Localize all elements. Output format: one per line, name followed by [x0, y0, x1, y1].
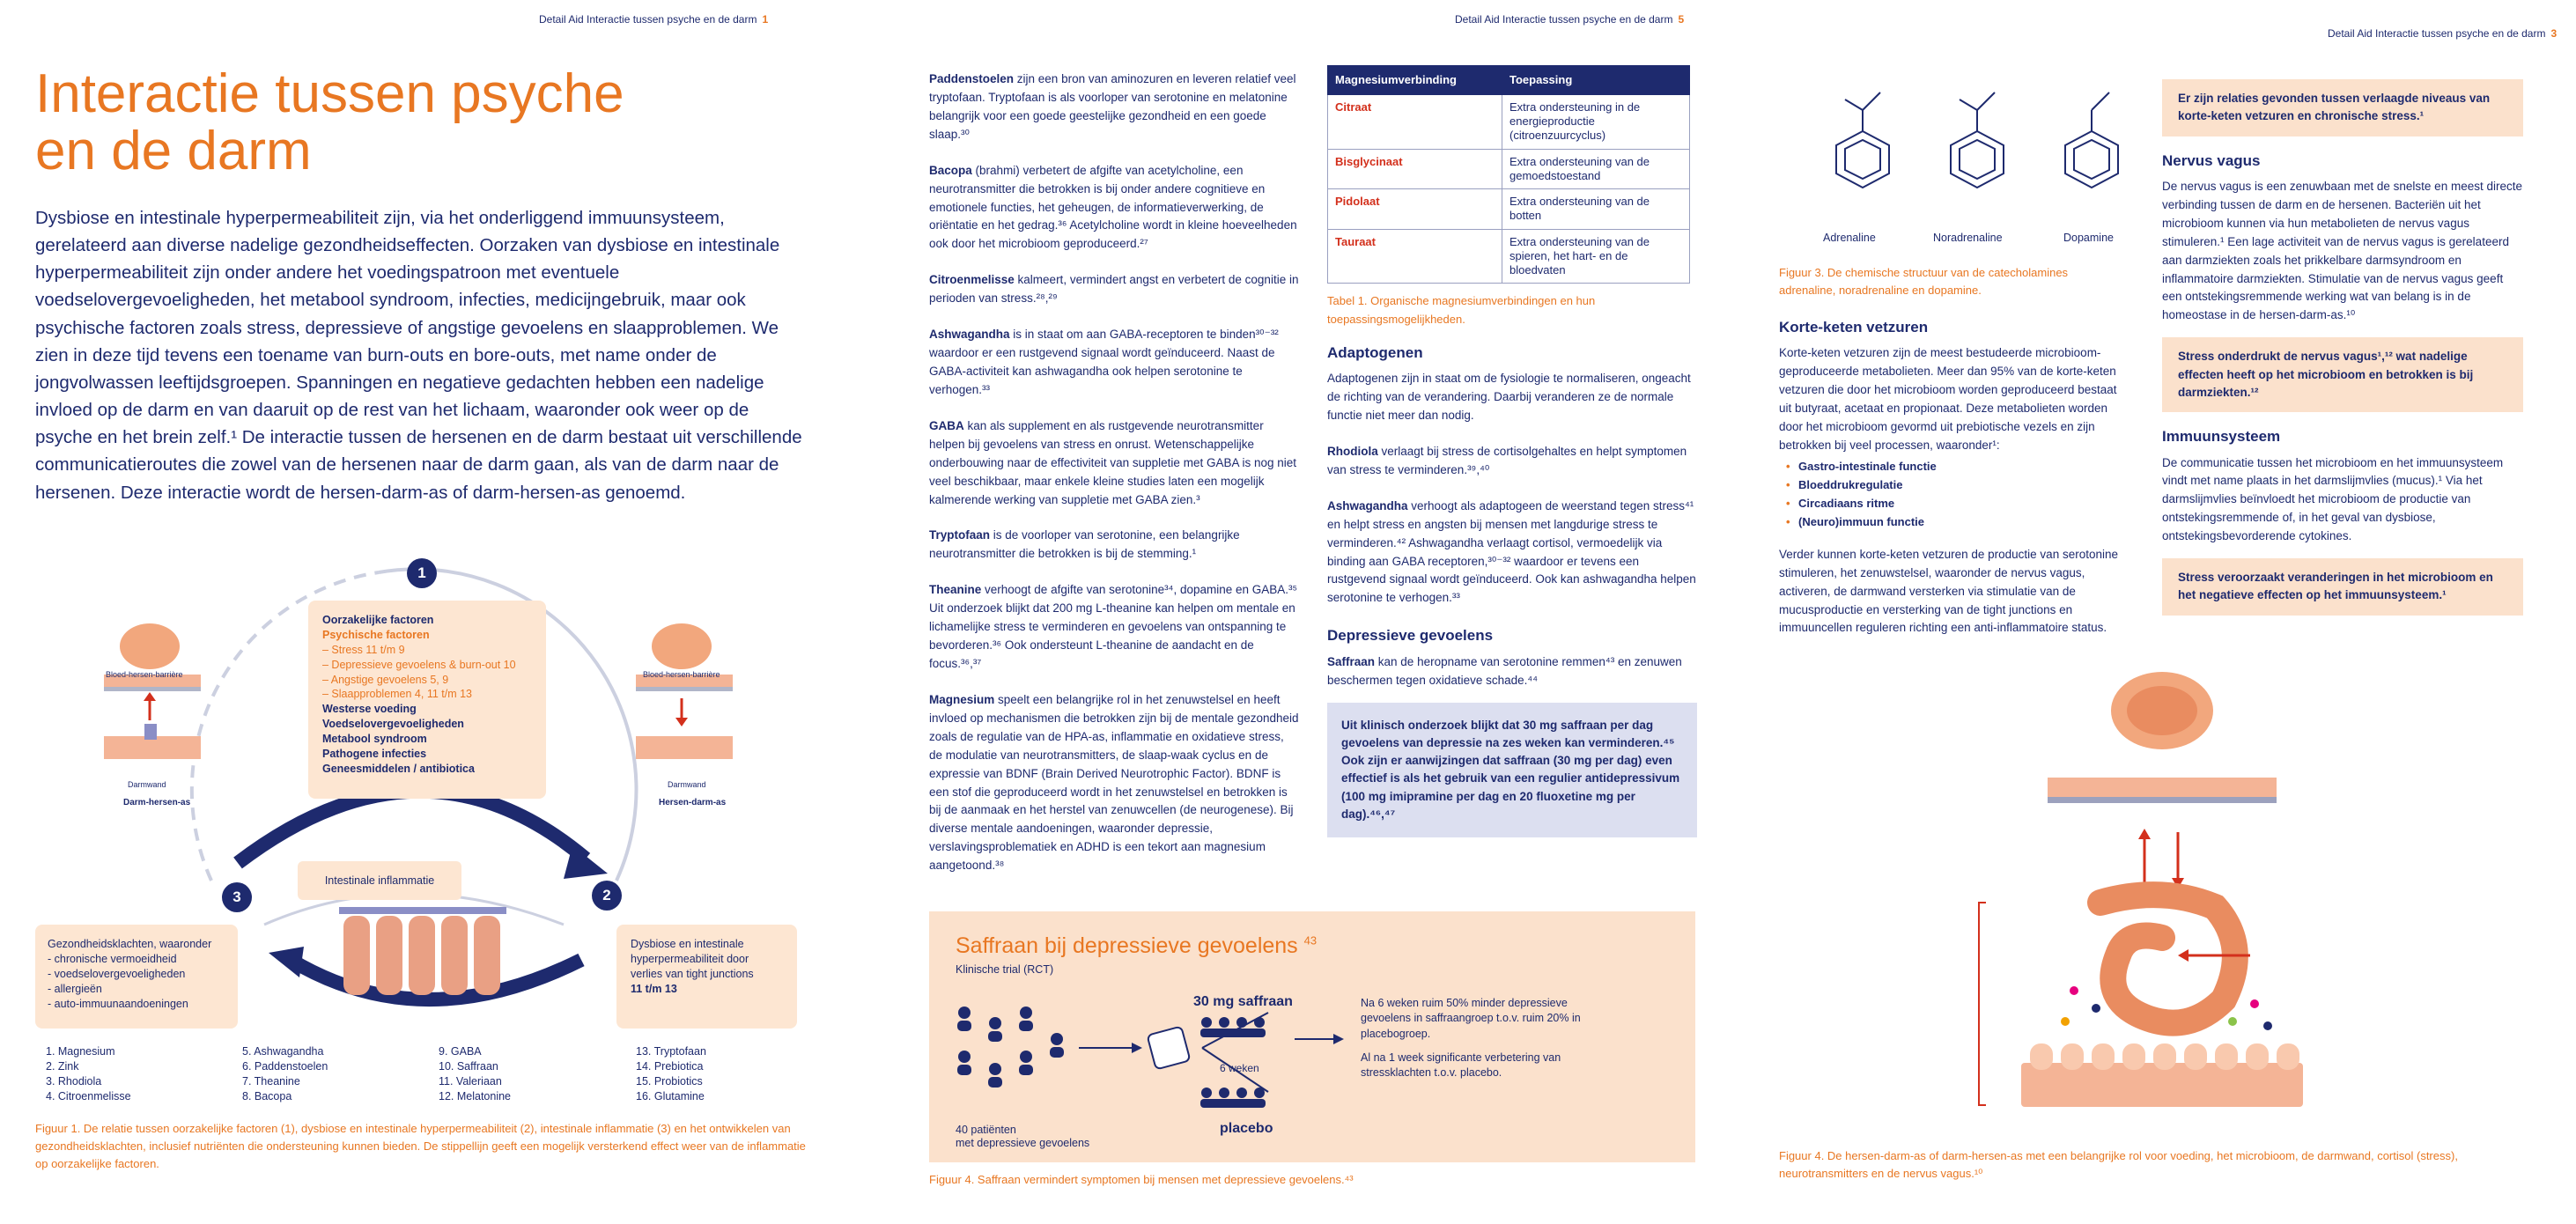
left-column — [1779, 317, 2131, 655]
text-block: Saffraan kan de heropname van serotonine remmen⁴³ en zenuwen beschermen tegen oxidatieve schade.⁴⁴ — [1327, 654, 1682, 687]
list-item: • Circadiaans ritme — [1786, 496, 2131, 512]
highlight-box: Er zijn relaties gevonden tussen verlaagde niveaus van korte-keten vetzuren en chronische stress.¹ — [2162, 79, 2523, 136]
cause-item: Geneesmiddelen / antibiotica — [322, 762, 475, 775]
text-block: De communicatie tussen het microbioom en het immuunsysteem vindt met name plaats in het darmslijmvlies (mucus).¹ Via het darmslijmvlies beïnvloedt het microbioom de productie van ontstekingsremmende of, in het geval van dysbiose, ontstekingsbevorderende cytokines. — [2162, 455, 2504, 543]
page-header: Detail Aid Interactie tussen psyche en de darm 5 — [1455, 13, 1685, 26]
dysbiosis-box: Dysbiose en intestinale hyperpermeabiliteit door verlies van tight junctions 11 t/m 13 — [616, 925, 797, 1029]
highlight-box: Stress onderdrukt de nervus vagus¹,¹² wat nadelige effecten heeft op het microbioom en betrokken is bij darmziekten.¹² — [2162, 337, 2523, 412]
text-block: GABA kan als supplement en als rustgevende neurotransmitter helpen bij gevoelens van stress en onrust. Wetenschappelijke onderbouwing naar de effectiviteit van suppletie met GABA is nog niet veel beschikbaar, maar enkele kleine studies laten een mogelijk kalmerende werking van suppletie met GABA zien.³ — [929, 418, 1297, 506]
saffraan-infographic: Saffraan bij depressieve gevoelens $^{43}$ Klinische trial (RCT) 40 patiënten met depressieve gevoelens 30 mg saffraan 6 weken placebo Na 6 weken ruim 50% minder depressieve gevoelens in saffraangroep t.o.v. ruim 20% in placebogroep. Al na 1 week significante verbetering van stressklachten t.o.v. placebo. — [929, 911, 1695, 1162]
catecholamine-structures — [1792, 75, 2144, 233]
table-row: Pidolaat Extra ondersteuning van de botten — [1328, 189, 1690, 230]
page-1 — [0, 0, 898, 1224]
psych-factor: – Angstige gevoelens 5, 9 — [322, 673, 449, 686]
page-2 — [898, 0, 1735, 1224]
brain-gut-illustration-right — [627, 615, 742, 773]
page-header: Detail Aid Interactie tussen psyche en de darm 1 — [539, 13, 769, 26]
brain-gut-illustration-left — [95, 615, 210, 773]
bullet-list — [1786, 459, 2131, 530]
gut-brain-axis-diagram — [1898, 665, 2391, 1158]
molecule-label: Dopamine — [2063, 232, 2114, 244]
text-block: Theanine verhoogt de afgifte van serotonine³⁴, dopamine en GABA.³⁵ Uit onderzoek blijkt dat 200 mg L-theanine kan helpen om mentale en lichamelijke stress te verminderen en gevoelens van ontspanning te bevorderen.³⁶ Ook ondersteunt L-theanine de aandacht en de focus.³⁶,³⁷ — [929, 583, 1298, 670]
complaint-item: - chronische vermoeidheid — [48, 952, 177, 965]
placebo-group-icons — [1198, 1086, 1286, 1112]
step-2-badge: 2 — [592, 881, 622, 911]
inflammation-box: Intestinale inflammatie — [298, 861, 461, 900]
magnesium-table: Magnesiumverbinding Toepassing Citraat Extra ondersteuning in de energieproductie (citroenzuurcyclus) Bisglycinaat Extra ondersteuning van de gemoedstoestand Pidolaat Extra ondersteuning van de botten Tauraat Extra ondersteuning van de spieren, het hart- en de bloedvaten — [1327, 65, 1690, 284]
page-title: Interactie tussen psyche en de darm — [35, 63, 624, 182]
cause-item: Metabool syndroom — [322, 733, 427, 745]
table-row: Bisglycinaat Extra ondersteuning van de gemoedstoestand — [1328, 149, 1690, 189]
figure-caption: Figuur 1. De relatie tussen oorzakelijke factoren (1), dysbiose en intestinale hyperpermeabiliteit (2), intestinale inflammatie (3) en het ontwikkelen van gezondheidsklachten, inclusief nutriënten die ondersteuning kunnen bieden. De stippellijn geeft een mogelijk versterkend effect weer van de inflammatie op oorzakelijke factoren. — [35, 1122, 806, 1171]
molecule-label: Noradrenaline — [1933, 232, 2003, 244]
infographic-title: Saffraan bij depressieve gevoelens $^{43}$ — [956, 933, 1318, 958]
section-heading: Adaptogenen — [1327, 343, 1423, 361]
list-item: • Gastro-intestinale functie — [1786, 459, 2131, 475]
list-item: • Bloeddrukregulatie — [1786, 477, 2131, 493]
text-block: Citroenmelisse kalmeert, vermindert angst en verbetert de cognitie in perioden van stress.²⁸,²⁹ — [929, 273, 1299, 306]
text-block: Ashwagandha verhoogt als adaptogeen de weerstand tegen stress⁴¹ en helpt stress en angsten bij mensen met langdurige stress te verminderen.⁴² Ashwagandha verlaagt cortisol, vermoedelijk via binding aan GABA receptoren,³⁰⁻³² waardoor er tevens een rustgevend signaal wordt geïnduceerd. Ook kan ashwagandha helpen serotonine te verhogen.³³ — [1327, 498, 1696, 605]
causes-box: Oorzakelijke factoren Psychische factoren – Stress 11 t/m 9 – Depressieve gevoelens & burn-out 10 – Angstige gevoelens 5, 9 – Slaapproblemen 4, 11 t/m 13 Westerse voeding Voedselovergevoeligheden Metabool syndroom Pathogene infecties Geneesmiddelen / antibiotica — [308, 601, 546, 799]
cause-item: Pathogene infecties — [322, 747, 427, 760]
page-3 — [1739, 0, 2576, 1224]
saffraan-group-icons — [1198, 1015, 1286, 1042]
left-column — [929, 70, 1299, 893]
step-1-badge: 1 — [407, 558, 437, 588]
psych-factor: – Depressieve gevoelens & burn-out 10 — [322, 658, 516, 671]
text-block: Ashwagandha is in staat om aan GABA-receptoren te binden³⁰⁻³² waardoor er een rustgevend signaal wordt geïnduceerd. Naast de GABA-activiteit kan ashwagandha ook helpen serotonine te verhogen.³³ — [929, 328, 1279, 396]
complaint-item: - auto-immuunaandoeningen — [48, 997, 188, 1010]
figure-caption: Figuur 4. De hersen-darm-as of darm-hersen-as met een belangrijke rol voor voeding, het microbioom, de darmwand, cortisol (stress), neurotransmitters en de nervus vagus.¹⁰ — [1779, 1149, 2458, 1181]
text-block: Adaptogenen zijn in staat om de fysiologie te normaliseren, ongeacht de richting van de verandering. Daarbij veranderen ze de normale functie niet meer dan nodig. — [1327, 372, 1691, 423]
table-row: Citraat Extra ondersteuning in de energieproductie (citroenzuurcyclus) — [1328, 94, 1690, 149]
right-column — [1327, 65, 1697, 837]
arrow-icon — [1295, 1026, 1347, 1052]
text-block: Rhodiola verlaagt bij stress de cortisolgehaltes en helpt symptomen van stress te verminderen.³⁹,⁴⁰ — [1327, 444, 1687, 476]
nutrient-list-col: 9. GABA 10. Saffraan 11. Valeriaan 12. Melatonine — [439, 1045, 512, 1102]
complaint-item: - allergieën — [48, 982, 102, 995]
cause-item: Westerse voeding — [322, 703, 417, 716]
psych-factor: – Slaapproblemen 4, 11 t/m 13 — [322, 688, 473, 701]
figure-caption: Figuur 4. Saffraan vermindert symptomen bij mensen met depressieve gevoelens.⁴³ — [929, 1173, 1354, 1186]
section-heading: Immuunsysteem — [2162, 428, 2281, 446]
step-3-badge: 3 — [222, 882, 252, 912]
text-block: Korte-keten vetzuren zijn de meest bestudeerde microbioom-geproduceerde metabolieten. Meer dan 95% van de korte-keten vetzuren die door het microbioom worden geproduceerd bestaat uit butyraat, acetaat en propionaat. Deze metabolieten worden door het microbioom gevormd uit prebiotische vezels en zijn betrokken bij veel processen, waaronder¹: — [1779, 346, 2117, 453]
text-block: Bacopa (brahmi) verbetert de afgifte van acetylcholine, een neurotransmitter die betrokken is bij onder andere cognitieve en emotionele functies, het geheugen, de informatieverwerking, de oriëntatie en het gedrag.³⁶ Acetylcholine wordt in kleine hoeveelheden ook door het microbioom geproduceerd.²⁷ — [929, 163, 1297, 251]
text-block: Paddenstoelen zijn een bron van aminozuren en leveren relatief veel tryptofaan. Tryptofaan is als voorloper van serotonine en melatonine belangrijk voor een goede geestelijke gezondheid en een goede slaap.³⁰ — [929, 72, 1296, 141]
molecule-label: Adrenaline — [1823, 232, 1876, 244]
table-row: Tauraat Extra ondersteuning van de spieren, het hart- en de bloedvaten — [1328, 229, 1690, 284]
highlight-box: Stress veroorzaakt veranderingen in het microbioom en het negatieve effecten op het immuunsysteem.¹ — [2162, 558, 2523, 616]
page-header: Detail Aid Interactie tussen psyche en de darm 3 — [2328, 27, 2558, 40]
section-heading: Nervus vagus — [2162, 151, 2261, 169]
list-item: • (Neuro)immuun functie — [1786, 514, 2131, 530]
highlight-box: Uit klinisch onderzoek blijkt dat 30 mg saffraan per dag gevoelens van depressie na zes weken kan verminderen.⁴⁵ Ook zijn er aanwijzingen dat saffraan (30 mg per dag) even effectief is als het gebruik van een regulier antidepressivum (100 mg imipramine per dag en 20 fluoxetine mg per dag).⁴⁶,⁴⁷ — [1327, 703, 1697, 838]
complaints-box: Gezondheidsklachten, waaronder - chronische vermoeidheid - voedselovergevoeligheden - allergieën - auto-immuunaandoeningen — [35, 925, 238, 1029]
psych-factor: – Stress 11 t/m 9 — [322, 643, 405, 656]
text-block: Tryptofaan is de voorloper van serotonine, een belangrijke neurotransmitter die betrokken is bij de stemming.¹ — [929, 528, 1240, 561]
nutrient-list-col: 13. Tryptofaan 14. Prebiotica 15. Probiotics 16. Glutamine — [636, 1045, 706, 1102]
axis-label: Darm-hersen-as — [123, 798, 191, 807]
right-column — [2162, 79, 2523, 616]
nutrient-list-col: 1. Magnesium 2. Zink 3. Rhodiola 4. Citroenmelisse — [46, 1045, 131, 1102]
complaint-item: - voedselovergevoeligheden — [48, 967, 186, 980]
text-block: Magnesium speelt een belangrijke rol in het zenuwstelsel en heeft invloed op mechanismen die betrokken zijn bij de mentale gezondheid zoals de regulatie van de HPA-as, inflammatie en oxidatieve stress, de modulatie van neurotransmitters, de slaap-waak cyclus en de expressie van BDNF (Brain Derived Neurotrophic Factor). BDNF is een stof die geproduceerd wordt in het zenuwstelsel en betrokken is bij de aanmaak en het herstel van zenuwcellen (de neurogenese). Bij diverse mentale aandoeningen, waaronder depressie, verslavingsproblematiek en ADHD is een tekort aan magnesium aangetoond.³⁸ — [929, 692, 1299, 873]
cause-item: Voedselovergevoeligheden — [322, 718, 464, 731]
section-heading: Depressieve gevoelens — [1327, 627, 1494, 645]
nutrient-list-col: 5. Ashwagandha 6. Paddenstoelen 7. Theanine 8. Bacopa — [242, 1045, 328, 1102]
intro-text: Dysbiose en intestinale hyperpermeabiliteit zijn, via het onderliggend immuunsysteem, gerelateerd aan diverse nadelige gezondheidseffecten. Oorzaken van dysbiose en intestinale hyperpermeabiliteit zijn onder andere het voedingspatroon met eventuele voedselovergevoeligheden, het metabool syndroom, infecties, medicijngebruik, maar ook psychische factoren zoals stress, depressieve of angstige gevoelens en slaapproblemen. We zien in deze tijd tevens een toename van burn-outs en bore-outs, met name onder de jongvolwassen leeftijdsgroepen. Spanningen en negatieve gedachten hebben een nadelige invloed op de darm en van daaruit op de rest van het lichaam, waaronder ook weer op de psyche en het brein zelf.¹ De interactie tussen de hersenen en de darm bestaat uit verschillende communicatieroutes die zowel van de hersenen naar de darm gaan, als van de darm naar de hersenen. Deze interactie wordt de hersen-darm-as of darm-hersen-as genoemd. — [35, 208, 802, 503]
figure-1: 1 2 3 Oorzakelijke factoren Psychische factoren – Stress 11 t/m 9 – Depressieve gevoelens & burn-out 10 – Angstige gevoelens 5, 9 – Slaapproblemen 4, 11 t/m 13 Westerse voeding Voedselovergevoeligheden Metabool syndroom Pathogene infecties Geneesmiddelen / antibiotica Bloed-hersen-barrière Darmwand Darm-hersen-as Bloed-hersen-barrière Darmwand Hersen-darm-as Intestinale inflammatie Dysbiose en intestinale hyperpermeabiliteit door verlies van tight junctions 11 t/m 13 Gezondheidsklachten, waaronder - chronische vermoeidheid - voedselovergevoeligheden - allergieën - auto-immuunaandoeningen 1. Magnesium 2. Zink 3. Rhodiola 4. Citroenmelisse 5. Ashwagandha 6. Paddenstoelen 7. Theanine 8. Bacopa 9. GABA 10. Saffraan 11. Valeriaan 12. Melatonine 13. Tryptofaan 14. Prebiotica 15. Probiotics 16. Glutamine — [0, 546, 898, 1110]
text-block: Verder kunnen korte-keten vetzuren de productie van serotonine stimuleren, het zenuwstelsel, waaronder de nervus vagus, activeren, de darmwand versterken via stimulatie van de mucusproductie en versterking van de tight junctions en immuuncellen reguleren richting een anti-inflammatoire status. — [1779, 547, 2118, 635]
figure-caption: Figuur 3. De chemische structuur van de catecholamines adrenaline, noradrenaline en dopamine. — [1779, 266, 2069, 298]
section-heading: Korte-keten vetzuren — [1779, 319, 1929, 335]
text-block: De nervus vagus is een zenuwbaan met de snelste en meest directe verbinding tussen de darm en de hersenen. Bacteriën uit het microbioom kunnen via hun metabolieten de nervus vagus stimuleren.¹ Een lage activiteit van de nervus vagus is gerelateerd aan darmziekten zoals het prikkelbare darmsyndroom en inflammatoire darmziekten. Stimulatie van de nervus vagus geeft een ontstekingsremmende werking wat van belang is in de homeostase in de hersen-darm-as.¹⁰ — [2162, 179, 2522, 322]
axis-label: Hersen-darm-as — [659, 798, 727, 807]
table-caption: Tabel 1. Organische magnesiumverbindingen en hun toepassingsmogelijkheden. — [1327, 294, 1596, 326]
gut-wall-illustration — [339, 907, 515, 1004]
